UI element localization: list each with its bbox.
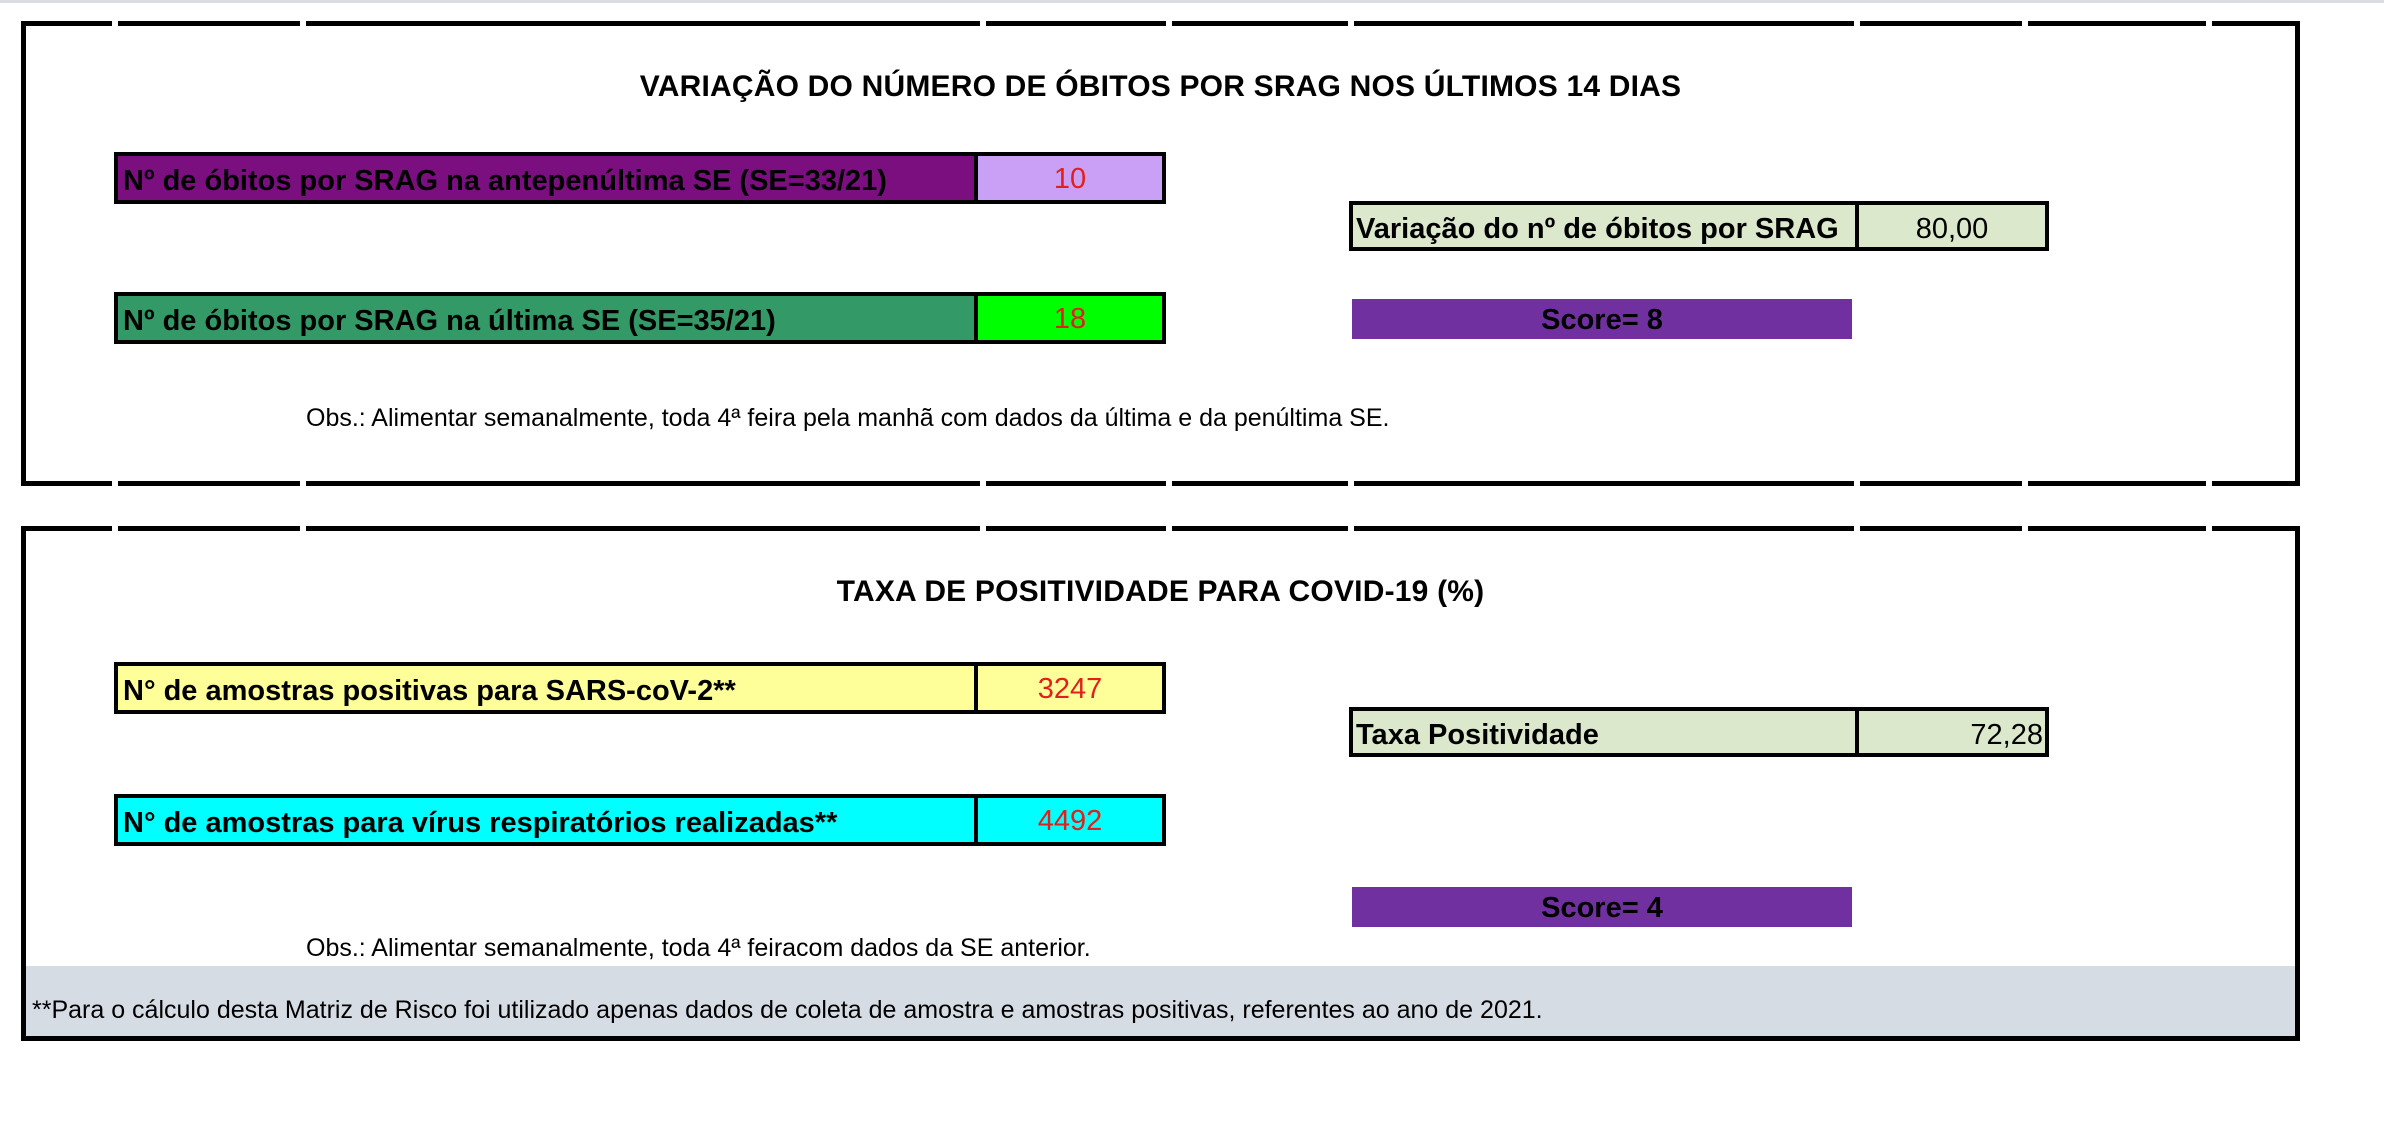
section-obitos-srag: [21, 21, 2300, 486]
section-taxa-positividade: [21, 526, 2300, 1041]
border-gap: [112, 481, 118, 486]
border-gap: [2206, 481, 2212, 486]
border-gap: [2022, 481, 2028, 486]
border-gap: [2022, 526, 2028, 531]
score-badge: Score= 4: [1352, 887, 1852, 927]
row-amostras-realizadas: [114, 794, 1166, 846]
row-obitos-antepenultima: [114, 152, 1166, 204]
footnote-band: [26, 966, 2295, 1036]
border-gap: [300, 526, 306, 531]
row-obitos-ultima: [114, 292, 1166, 344]
border-gap: [1854, 481, 1860, 486]
row-value[interactable]: 3247: [978, 666, 1162, 710]
result-value[interactable]: 80,00: [1915, 213, 1989, 245]
border-gap: [112, 21, 118, 26]
border-gap: [1348, 481, 1354, 486]
border-gap: [112, 526, 118, 531]
row-value[interactable]: 4492: [978, 798, 1162, 842]
border-gap: [980, 481, 986, 486]
border-gap: [1166, 526, 1172, 531]
result-label: Taxa Positividade: [1353, 711, 1859, 753]
obs-note: Obs.: Alimentar semanalmente, toda 4ª feira pela manhã com dados da última e da penúltima SE.: [306, 404, 1390, 432]
border-gap: [2206, 526, 2212, 531]
border-gap: [2022, 21, 2028, 26]
border-gap: [1854, 526, 1860, 531]
result-label: Variação do nº de óbitos por SRAG: [1353, 205, 1859, 247]
row-label: Nº de óbitos por SRAG na antepenúltima SE (SE=33/21): [118, 156, 978, 200]
border-gap: [300, 21, 306, 26]
result-value[interactable]: 72,28: [1970, 719, 2043, 751]
row-amostras-positivas: [114, 662, 1166, 714]
border-gap: [300, 481, 306, 486]
border-gap: [980, 526, 986, 531]
page-top-line: [0, 0, 2384, 3]
score-badge: Score= 8: [1352, 299, 1852, 339]
border-gap: [1348, 21, 1354, 26]
row-value[interactable]: 18: [978, 296, 1162, 340]
section-title: VARIAÇÃO DO NÚMERO DE ÓBITOS POR SRAG NOS ÚLTIMOS 14 DIAS: [639, 70, 1682, 103]
result-variacao: [1349, 201, 2049, 251]
row-value[interactable]: 10: [978, 156, 1162, 200]
result-taxa-positividade: [1349, 707, 2049, 757]
border-gap: [2206, 21, 2212, 26]
border-gap: [1348, 526, 1354, 531]
row-label: Nº de óbitos por SRAG na última SE (SE=35/21): [118, 296, 978, 340]
obs-note: Obs.: Alimentar semanalmente, toda 4ª feiracom dados da SE anterior.: [306, 934, 1091, 962]
border-gap: [1854, 21, 1860, 26]
border-gap: [1166, 481, 1172, 486]
row-label: N° de amostras para vírus respiratórios realizadas**: [118, 798, 978, 842]
border-gap: [1166, 21, 1172, 26]
section-title: TAXA DE POSITIVIDADE PARA COVID-19 (%): [836, 575, 1485, 608]
border-gap: [980, 21, 986, 26]
row-label: N° de amostras positivas para SARS-coV-2**: [118, 666, 978, 710]
footnote: **Para o cálculo desta Matriz de Risco foi utilizado apenas dados de coleta de amostra e amostras positivas, referentes ao ano de 2021.: [32, 996, 1543, 1024]
